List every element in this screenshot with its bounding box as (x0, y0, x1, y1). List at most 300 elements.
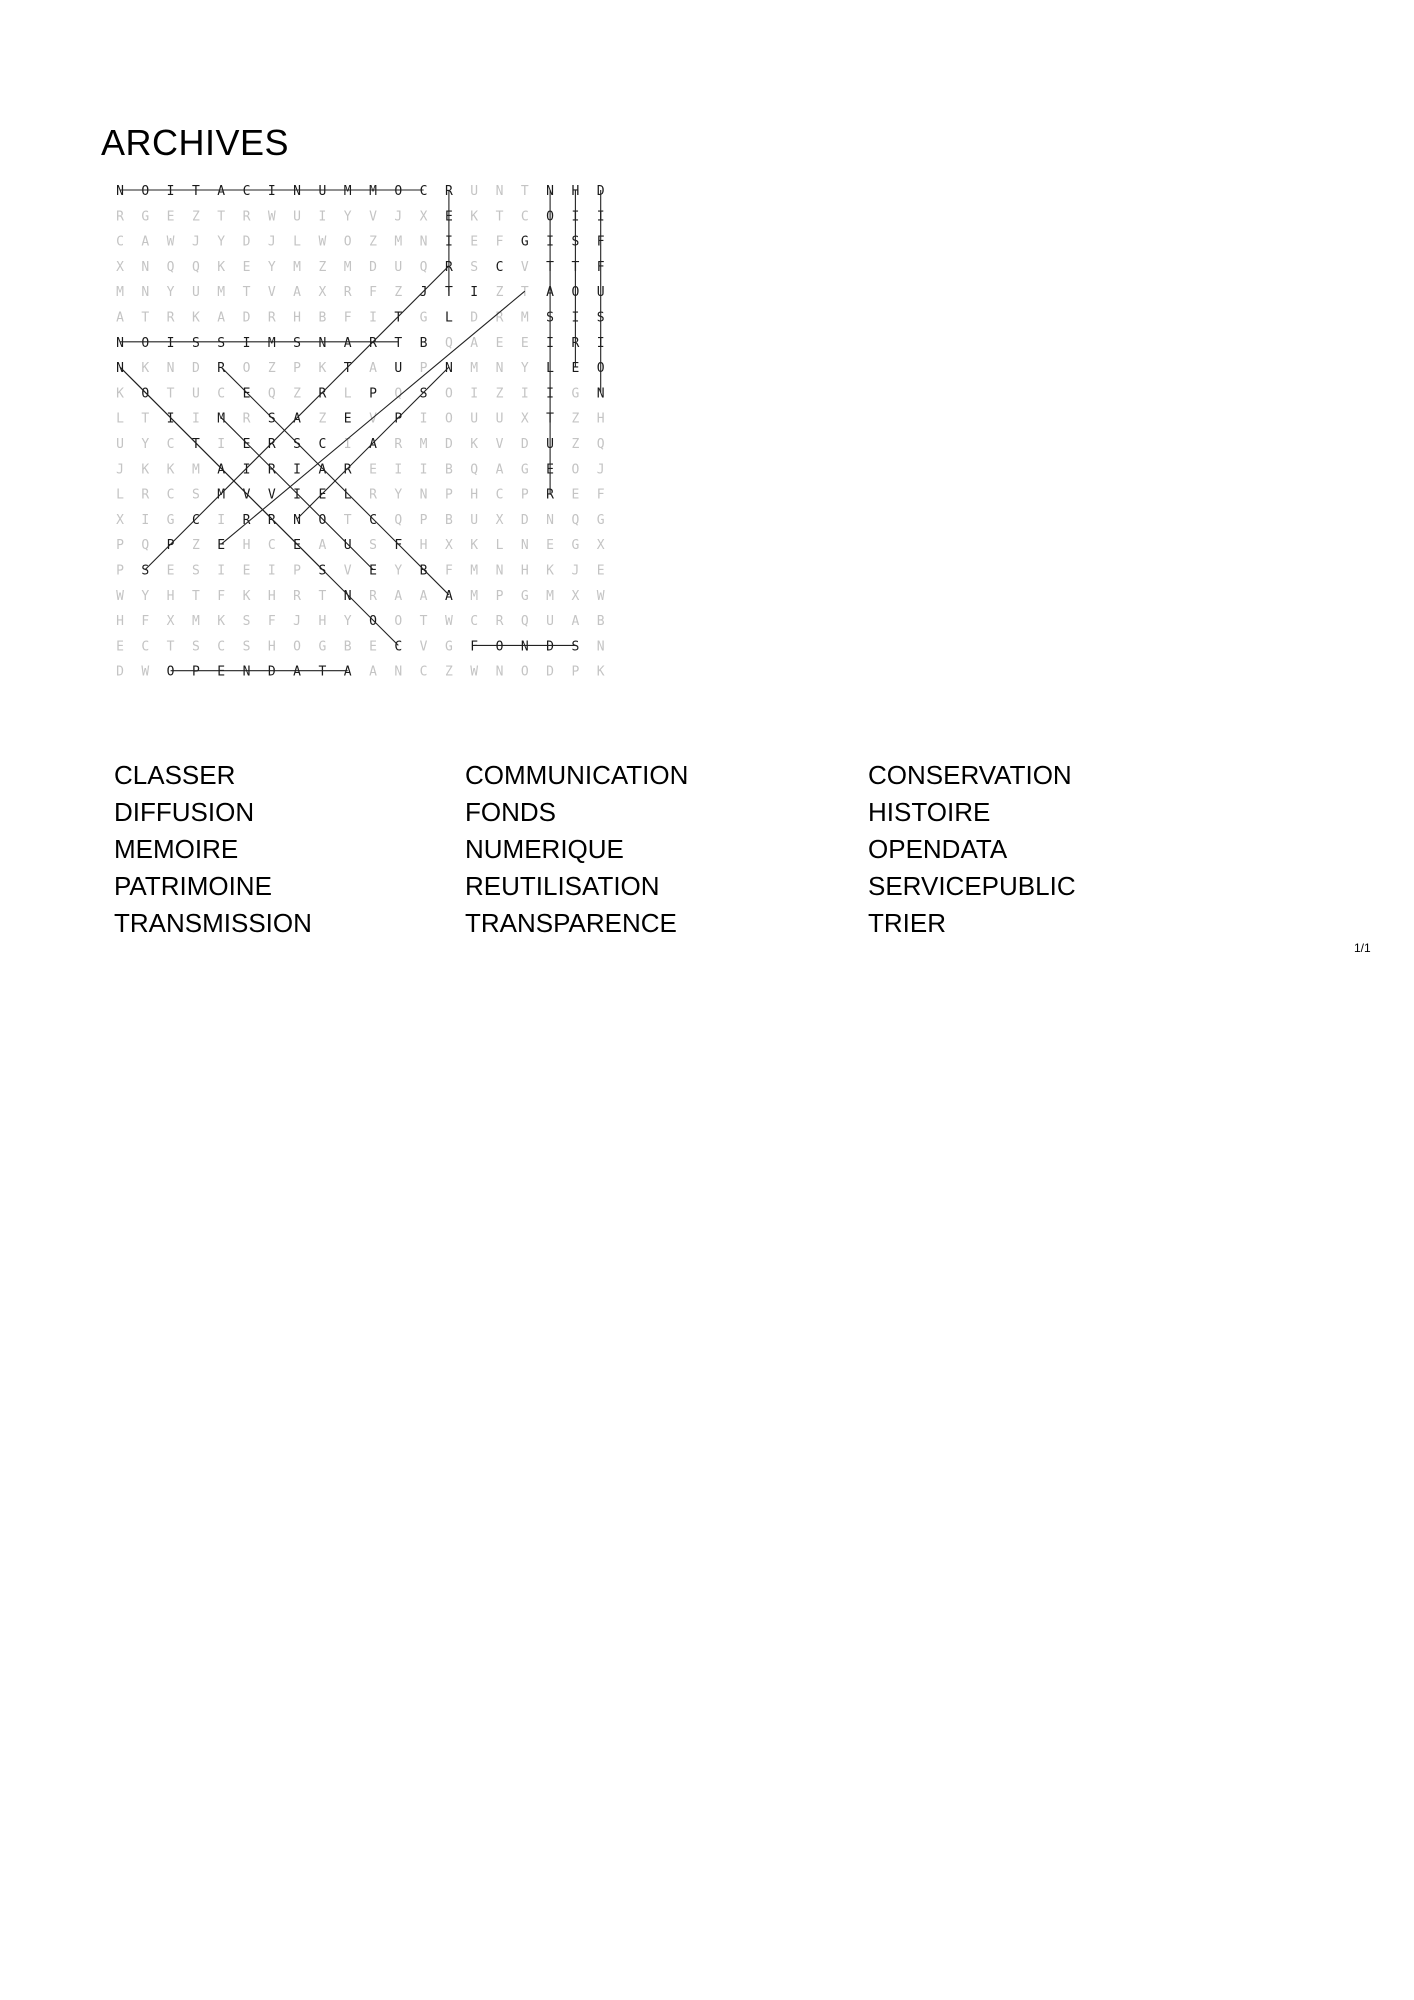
grid-letter: M (343, 259, 352, 275)
grid-letter: R (293, 588, 302, 604)
grid-letter: P (495, 588, 504, 604)
grid-letter: M (546, 588, 555, 604)
grid-letter: F (495, 234, 504, 250)
grid-letter: G (571, 538, 580, 554)
grid-letter: O (369, 614, 377, 630)
word-list-item: MEMOIRE (114, 834, 239, 864)
grid-letter: P (571, 664, 580, 680)
grid-letter: T (343, 512, 352, 528)
grid-letter: F (596, 487, 605, 503)
grid-letter: F (444, 563, 453, 579)
grid-letter: C (419, 184, 428, 199)
grid-letter: E (369, 639, 377, 655)
grid-letter: N (520, 639, 529, 655)
grid-letter: K (242, 588, 251, 604)
grid-letter: M (470, 563, 479, 579)
grid-letter: U (470, 512, 479, 528)
grid-letter: E (546, 462, 555, 478)
grid-letter: N (116, 361, 124, 377)
grid-letter: W (596, 588, 605, 604)
grid-letter: R (571, 335, 580, 351)
grid-letter: Y (343, 209, 352, 225)
grid-letter: L (343, 386, 352, 402)
grid-letter: S (191, 639, 200, 655)
grid-letter: X (520, 411, 529, 427)
grid-letter: D (470, 310, 479, 326)
grid-letter: O (318, 512, 327, 528)
grid-letter: E (242, 259, 251, 275)
grid-letter: N (419, 487, 428, 503)
grid-letter: X (318, 285, 327, 301)
grid-letter: C (242, 184, 251, 199)
grid-letter: S (470, 259, 479, 275)
grid-letter: E (217, 664, 226, 680)
grid-letter: J (394, 209, 403, 225)
grid-letter: T (166, 639, 175, 655)
grid-letter: Z (495, 285, 504, 301)
grid-letter: S (242, 639, 251, 655)
grid-letter: I (267, 184, 276, 199)
grid-letter: Z (394, 285, 403, 301)
grid-letter: I (191, 411, 200, 427)
grid-letter: U (318, 184, 327, 199)
grid-letter: J (191, 234, 200, 250)
grid-letter: A (419, 588, 428, 604)
grid-letter: A (369, 664, 377, 680)
grid-letter: O (444, 411, 453, 427)
grid-letter: P (369, 386, 377, 402)
grid-letter: C (495, 487, 504, 503)
grid-letter: N (444, 361, 453, 377)
grid-letter: E (571, 361, 580, 377)
grid-letter: V (520, 259, 529, 275)
grid-letter: I (242, 462, 251, 478)
grid-letter: Q (267, 386, 276, 402)
grid-letter: V (495, 437, 504, 452)
grid-letter: Z (318, 411, 327, 427)
grid-letter: R (444, 259, 453, 275)
grid-letter: R (267, 462, 276, 478)
grid-letter: W (116, 588, 124, 604)
grid-letter: A (116, 310, 124, 326)
grid-letter: K (141, 361, 150, 377)
grid-letter: K (166, 462, 175, 478)
page-number: 1/1 (1354, 941, 1371, 955)
grid-letter: O (141, 386, 150, 402)
grid-letter: V (343, 563, 352, 579)
grid-letter: K (470, 209, 479, 225)
grid-letter: O (394, 184, 403, 199)
grid-letter: O (571, 462, 580, 478)
grid-letter: B (419, 335, 428, 351)
grid-letter: D (267, 664, 276, 680)
grid-letter: Y (217, 234, 226, 250)
grid-letter: Z (318, 259, 327, 275)
grid-letter: R (166, 310, 175, 326)
grid-letter: Q (394, 512, 403, 528)
grid-letter: W (444, 614, 453, 630)
grid-letter: I (546, 386, 555, 402)
grid-letter: S (318, 563, 327, 579)
grid-letter: D (596, 184, 605, 199)
grid-letter: S (546, 310, 555, 326)
grid-letter: A (394, 588, 403, 604)
grid-letter: I (419, 411, 428, 427)
grid-letter: Q (191, 259, 200, 275)
word-list-item: CLASSER (114, 760, 236, 790)
grid-letter: R (116, 209, 124, 225)
grid-letter: A (217, 462, 226, 478)
grid-letter: A (369, 361, 377, 377)
grid-letter: M (191, 614, 200, 630)
grid-letter: N (293, 184, 302, 199)
grid-letter: C (141, 639, 150, 655)
grid-letter: E (242, 563, 251, 579)
grid-letter: K (596, 664, 605, 680)
grid-letter: G (571, 386, 580, 402)
grid-letter: I (293, 462, 302, 478)
grid-letter: O (293, 639, 302, 655)
grid-letter: R (495, 614, 504, 630)
grid-letter: A (141, 234, 150, 250)
word-search-grid (0, 0, 1414, 700)
grid-letter: I (596, 335, 605, 351)
grid-letter: J (571, 563, 580, 579)
grid-letter: N (495, 563, 504, 579)
grid-letter: R (394, 437, 403, 452)
grid-letter: H (293, 310, 302, 326)
grid-letter: K (141, 462, 150, 478)
grid-letter: M (191, 462, 200, 478)
grid-letter: V (242, 487, 251, 503)
grid-letter: Z (571, 411, 580, 427)
grid-letter: R (546, 487, 555, 503)
grid-letter: I (166, 411, 175, 427)
grid-letter: R (369, 487, 377, 503)
grid-letter: V (267, 285, 276, 301)
grid-letter: N (495, 664, 504, 680)
grid-letter: O (394, 614, 403, 630)
grid-letter: N (520, 538, 529, 554)
grid-letter: V (369, 411, 377, 427)
grid-letter: C (470, 614, 479, 630)
grid-letter: S (191, 563, 200, 579)
word-list-item: TRANSMISSION (114, 908, 312, 938)
grid-letter: S (191, 487, 200, 503)
grid-letter: G (318, 639, 327, 655)
grid-letter: G (166, 512, 175, 528)
grid-letter: P (293, 361, 302, 377)
grid-letter: J (596, 462, 605, 478)
grid-letter: U (343, 538, 352, 554)
grid-letter: E (242, 386, 251, 402)
grid-letter: R (318, 386, 327, 402)
grid-letter: M (217, 285, 226, 301)
grid-letter: F (343, 310, 352, 326)
grid-letter: C (166, 437, 175, 452)
grid-letter: E (217, 538, 226, 554)
grid-letter: T (191, 437, 200, 452)
grid-letter: F (596, 234, 605, 250)
grid-letter: E (520, 335, 529, 351)
grid-letter: I (470, 285, 479, 301)
grid-letter: U (470, 184, 479, 199)
grid-letter: A (293, 285, 302, 301)
grid-letter: Z (191, 538, 200, 554)
grid-letter: M (217, 411, 226, 427)
grid-letter: E (242, 437, 251, 452)
grid-letter: Q (571, 512, 580, 528)
word-list-item: SERVICEPUBLIC (868, 871, 1076, 901)
grid-letter: A (470, 335, 479, 351)
grid-letter: T (217, 209, 226, 225)
grid-letter: I (546, 335, 555, 351)
grid-letter: Z (571, 437, 580, 452)
grid-letter: P (166, 538, 175, 554)
grid-letter: B (596, 614, 605, 630)
grid-letter: F (470, 639, 479, 655)
grid-letter: M (217, 487, 226, 503)
grid-letter: H (520, 563, 529, 579)
grid-letter: G (520, 234, 529, 250)
grid-letter: R (444, 184, 453, 199)
grid-letter: U (495, 411, 504, 427)
grid-letter: T (141, 310, 150, 326)
grid-letter: N (546, 184, 555, 199)
grid-letter: Y (141, 588, 150, 604)
grid-letter: O (242, 361, 251, 377)
grid-letter: I (318, 209, 327, 225)
grid-letter: Z (293, 386, 302, 402)
grid-letter: Q (470, 462, 479, 478)
grid-letter: L (116, 487, 124, 503)
grid-letter: I (242, 335, 251, 351)
grid-letter: U (191, 285, 200, 301)
grid-letter: C (116, 234, 124, 250)
grid-letter: H (470, 487, 479, 503)
grid-letter: I (470, 386, 479, 402)
grid-letter: O (141, 184, 150, 199)
grid-letter: I (596, 209, 605, 225)
grid-letter: E (318, 487, 327, 503)
grid-letter: X (116, 512, 124, 528)
grid-letter: F (141, 614, 150, 630)
grid-letter: A (217, 310, 226, 326)
grid-letter: R (343, 285, 352, 301)
grid-letter: V (369, 209, 377, 225)
grid-letter: R (343, 462, 352, 478)
grid-letter: Y (394, 563, 403, 579)
grid-letter: C (369, 512, 377, 528)
grid-letter: L (444, 310, 453, 326)
grid-letter: I (444, 234, 453, 250)
grid-letter: J (419, 285, 428, 301)
grid-letter: R (495, 310, 504, 326)
grid-letter: Z (444, 664, 453, 680)
grid-letter: T (242, 285, 251, 301)
grid-letter: S (369, 538, 377, 554)
grid-letter: I (369, 310, 377, 326)
grid-letter: R (217, 361, 226, 377)
word-list-item: DIFFUSION (114, 797, 255, 827)
word-list-item: OPENDATA (868, 834, 1008, 864)
grid-letter: X (444, 538, 453, 554)
grid-letter: T (191, 588, 200, 604)
grid-letter: M (520, 310, 529, 326)
grid-letter: H (419, 538, 428, 554)
grid-letter: C (419, 664, 428, 680)
grid-letter: N (116, 335, 124, 351)
grid-letter: I (571, 310, 580, 326)
grid-letter: I (141, 512, 150, 528)
grid-letter: B (444, 512, 453, 528)
grid-letter: N (318, 335, 327, 351)
grid-letter: I (394, 462, 403, 478)
grid-letter: N (596, 386, 605, 402)
grid-letter: A (318, 462, 327, 478)
grid-letter: A (546, 285, 555, 301)
grid-letter: O (495, 639, 504, 655)
grid-letter: O (141, 335, 150, 351)
grid-letter: R (369, 588, 377, 604)
grid-letter: O (166, 664, 175, 680)
grid-letter: S (267, 411, 276, 427)
grid-letter: T (394, 310, 403, 326)
grid-letter: P (394, 411, 403, 427)
grid-letter: T (520, 285, 529, 301)
grid-letter: N (596, 639, 605, 655)
grid-letter: D (191, 361, 200, 377)
word-list-item: TRANSPARENCE (465, 908, 677, 938)
grid-letter: D (369, 259, 377, 275)
grid-letter: X (596, 538, 605, 554)
grid-letter: C (217, 639, 226, 655)
grid-letter: R (242, 411, 251, 427)
grid-letter: S (293, 437, 302, 452)
grid-letter: C (394, 639, 403, 655)
grid-letter: O (596, 361, 605, 377)
grid-letter: I (217, 512, 226, 528)
grid-letter: E (293, 538, 302, 554)
grid-letter: S (217, 335, 226, 351)
grid-letter: V (267, 487, 276, 503)
grid-letter: M (293, 259, 302, 275)
grid-letter: I (343, 437, 352, 452)
word-list-item: FONDS (465, 797, 556, 827)
grid-letter: G (520, 462, 529, 478)
grid-letter: N (546, 512, 555, 528)
grid-letter: D (546, 639, 555, 655)
grid-letter: I (293, 487, 302, 503)
grid-letter: O (444, 386, 453, 402)
grid-letter: M (419, 437, 428, 452)
grid-letter: M (470, 588, 479, 604)
grid-letter: T (318, 664, 327, 680)
grid-letter: I (217, 563, 226, 579)
grid-letter: N (394, 664, 403, 680)
grid-letter: T (546, 259, 555, 275)
grid-letter: D (520, 437, 529, 452)
grid-letter: U (546, 614, 555, 630)
grid-letter: T (546, 411, 555, 427)
grid-letter: W (318, 234, 327, 250)
grid-letter: H (571, 184, 580, 199)
grid-letter: G (444, 639, 453, 655)
grid-letter: Z (267, 361, 276, 377)
grid-letter: U (293, 209, 302, 225)
grid-letter: U (191, 386, 200, 402)
grid-letter: A (343, 664, 352, 680)
grid-letter: Q (596, 437, 605, 452)
grid-letter: O (343, 234, 352, 250)
word-list-item: PATRIMOINE (114, 871, 272, 901)
grid-letter: A (293, 411, 302, 427)
grid-letter: Z (495, 386, 504, 402)
grid-letter: N (166, 361, 175, 377)
grid-letter: A (495, 462, 504, 478)
grid-letter: I (571, 209, 580, 225)
grid-letter: I (419, 462, 428, 478)
grid-letter: K (217, 259, 226, 275)
grid-letter: B (444, 462, 453, 478)
grid-letter: E (116, 639, 124, 655)
grid-letter: A (369, 437, 377, 452)
grid-letter: R (267, 512, 276, 528)
grid-letter: K (191, 310, 200, 326)
grid-letter: H (318, 614, 327, 630)
grid-letter: E (470, 234, 479, 250)
grid-letter: I (166, 335, 175, 351)
grid-letter: E (369, 563, 377, 579)
grid-letter: W (166, 234, 175, 250)
grid-letter: T (343, 361, 352, 377)
grid-letter: X (495, 512, 504, 528)
grid-letter: E (444, 209, 453, 225)
grid-letter: F (596, 259, 605, 275)
grid-letter: G (419, 310, 428, 326)
grid-letter: E (343, 411, 352, 427)
grid-letter: P (520, 487, 529, 503)
grid-letter: T (419, 614, 428, 630)
grid-letter: K (470, 538, 479, 554)
grid-letter: J (267, 234, 276, 250)
grid-letter: D (520, 512, 529, 528)
grid-letter: N (141, 285, 150, 301)
grid-letter: X (419, 209, 428, 225)
word-list-item: TRIER (868, 908, 946, 938)
grid-letter: N (116, 184, 124, 199)
grid-letter: J (116, 462, 124, 478)
word-list-item: NUMERIQUE (465, 834, 624, 864)
grid-letter: I (217, 437, 226, 452)
grid-letter: H (267, 588, 276, 604)
grid-letter: X (571, 588, 580, 604)
grid-letter: N (419, 234, 428, 250)
grid-letter: C (166, 487, 175, 503)
grid-letter: R (242, 512, 251, 528)
word-list-item: CONSERVATION (868, 760, 1072, 790)
grid-letter: V (419, 639, 428, 655)
grid-letter: M (116, 285, 124, 301)
grid-letter: D (242, 310, 251, 326)
grid-letter: Z (369, 234, 377, 250)
grid-letter: J (293, 614, 302, 630)
grid-letter: S (571, 234, 580, 250)
grid-letter: L (293, 234, 302, 250)
grid-letter: A (571, 614, 580, 630)
grid-letter: A (343, 335, 352, 351)
grid-letter: E (546, 538, 555, 554)
